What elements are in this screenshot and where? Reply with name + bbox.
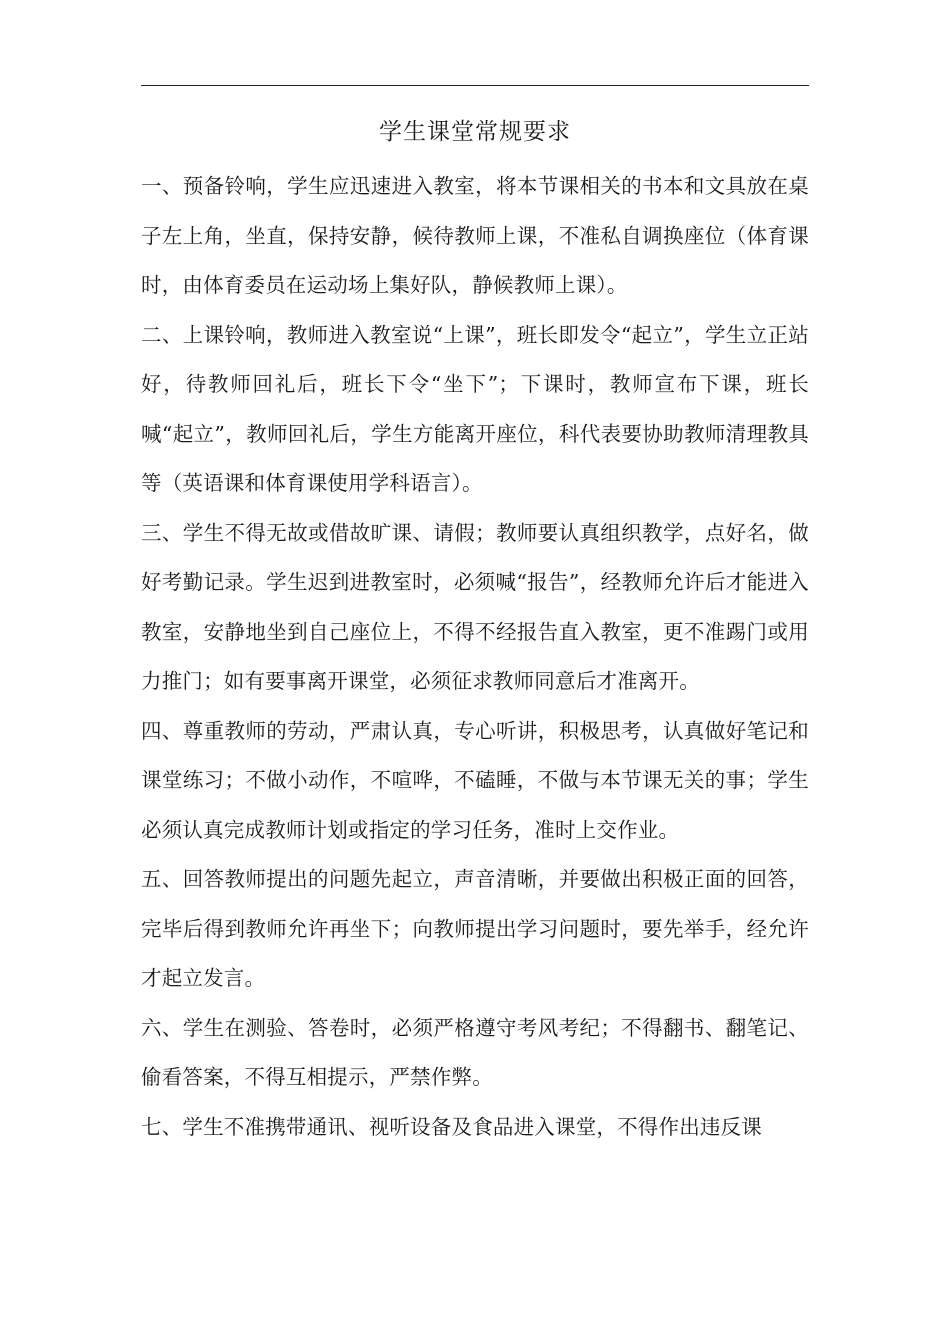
paragraph-5: 五、回答教师提出的问题先起立，声音清晰，并要做出积极正面的回答，完毕后得到教师允许再坐下；向教师提出学习问题时，要先举手，经允许才起立发言。 (141, 867, 809, 990)
header-rule (141, 85, 809, 86)
paragraph-4: 四、尊重教师的劳动，严肃认真，专心听讲，积极思考，认真做好笔记和课堂练习；不做小动作，不喧哗，不磕睡，不做与本节课无关的事；学生必须认真完成教师计划或指定的学习任务，准时上交作业。 (141, 718, 809, 842)
paragraph-1: 一、预备铃响，学生应迅速进入教室，将本节课相关的书本和文具放在桌子左上角，坐直，保持安静，候待教师上课，不准私自调换座位（体育课时，由体育委员在运动场上集好队，静候教师上课）。 (141, 174, 809, 297)
paragraph-3: 三、学生不得无故或借故旷课、请假；教师要认真组织教学，点好名，做好考勤记录。学生迟到进教室时，必须喊“报告”，经教师允许后才能进入教室，安静地坐到自己座位上，不得不经报告直入教室，更不准踢门或用力推门；如有要事离开课堂，必须征求教师同意后才准离开。 (141, 520, 809, 693)
document-body (141, 162, 809, 1152)
paragraph-7: 七、学生不准携带通讯、视听设备及食品进入课堂，不得作出违反课 (141, 1114, 762, 1139)
paragraph-6: 六、学生在测验、答卷时，必须严格遵守考风考纪；不得翻书、翻笔记、偷看答案，不得互相提示，严禁作弊。 (141, 1015, 809, 1089)
paragraph-2: 二、上课铃响，教师进入教室说“上课”，班长即发令“起立”，学生立正站好，待教师回礼后，班长下令“坐下”；下课时，教师宣布下课，班长喊“起立”，教师回礼后，学生方能离开座位，科代表要协助教师清理教具等（英语课和体育课使用学科语言）。 (141, 322, 809, 495)
document-title: 学生课堂常规要求 (379, 119, 571, 145)
